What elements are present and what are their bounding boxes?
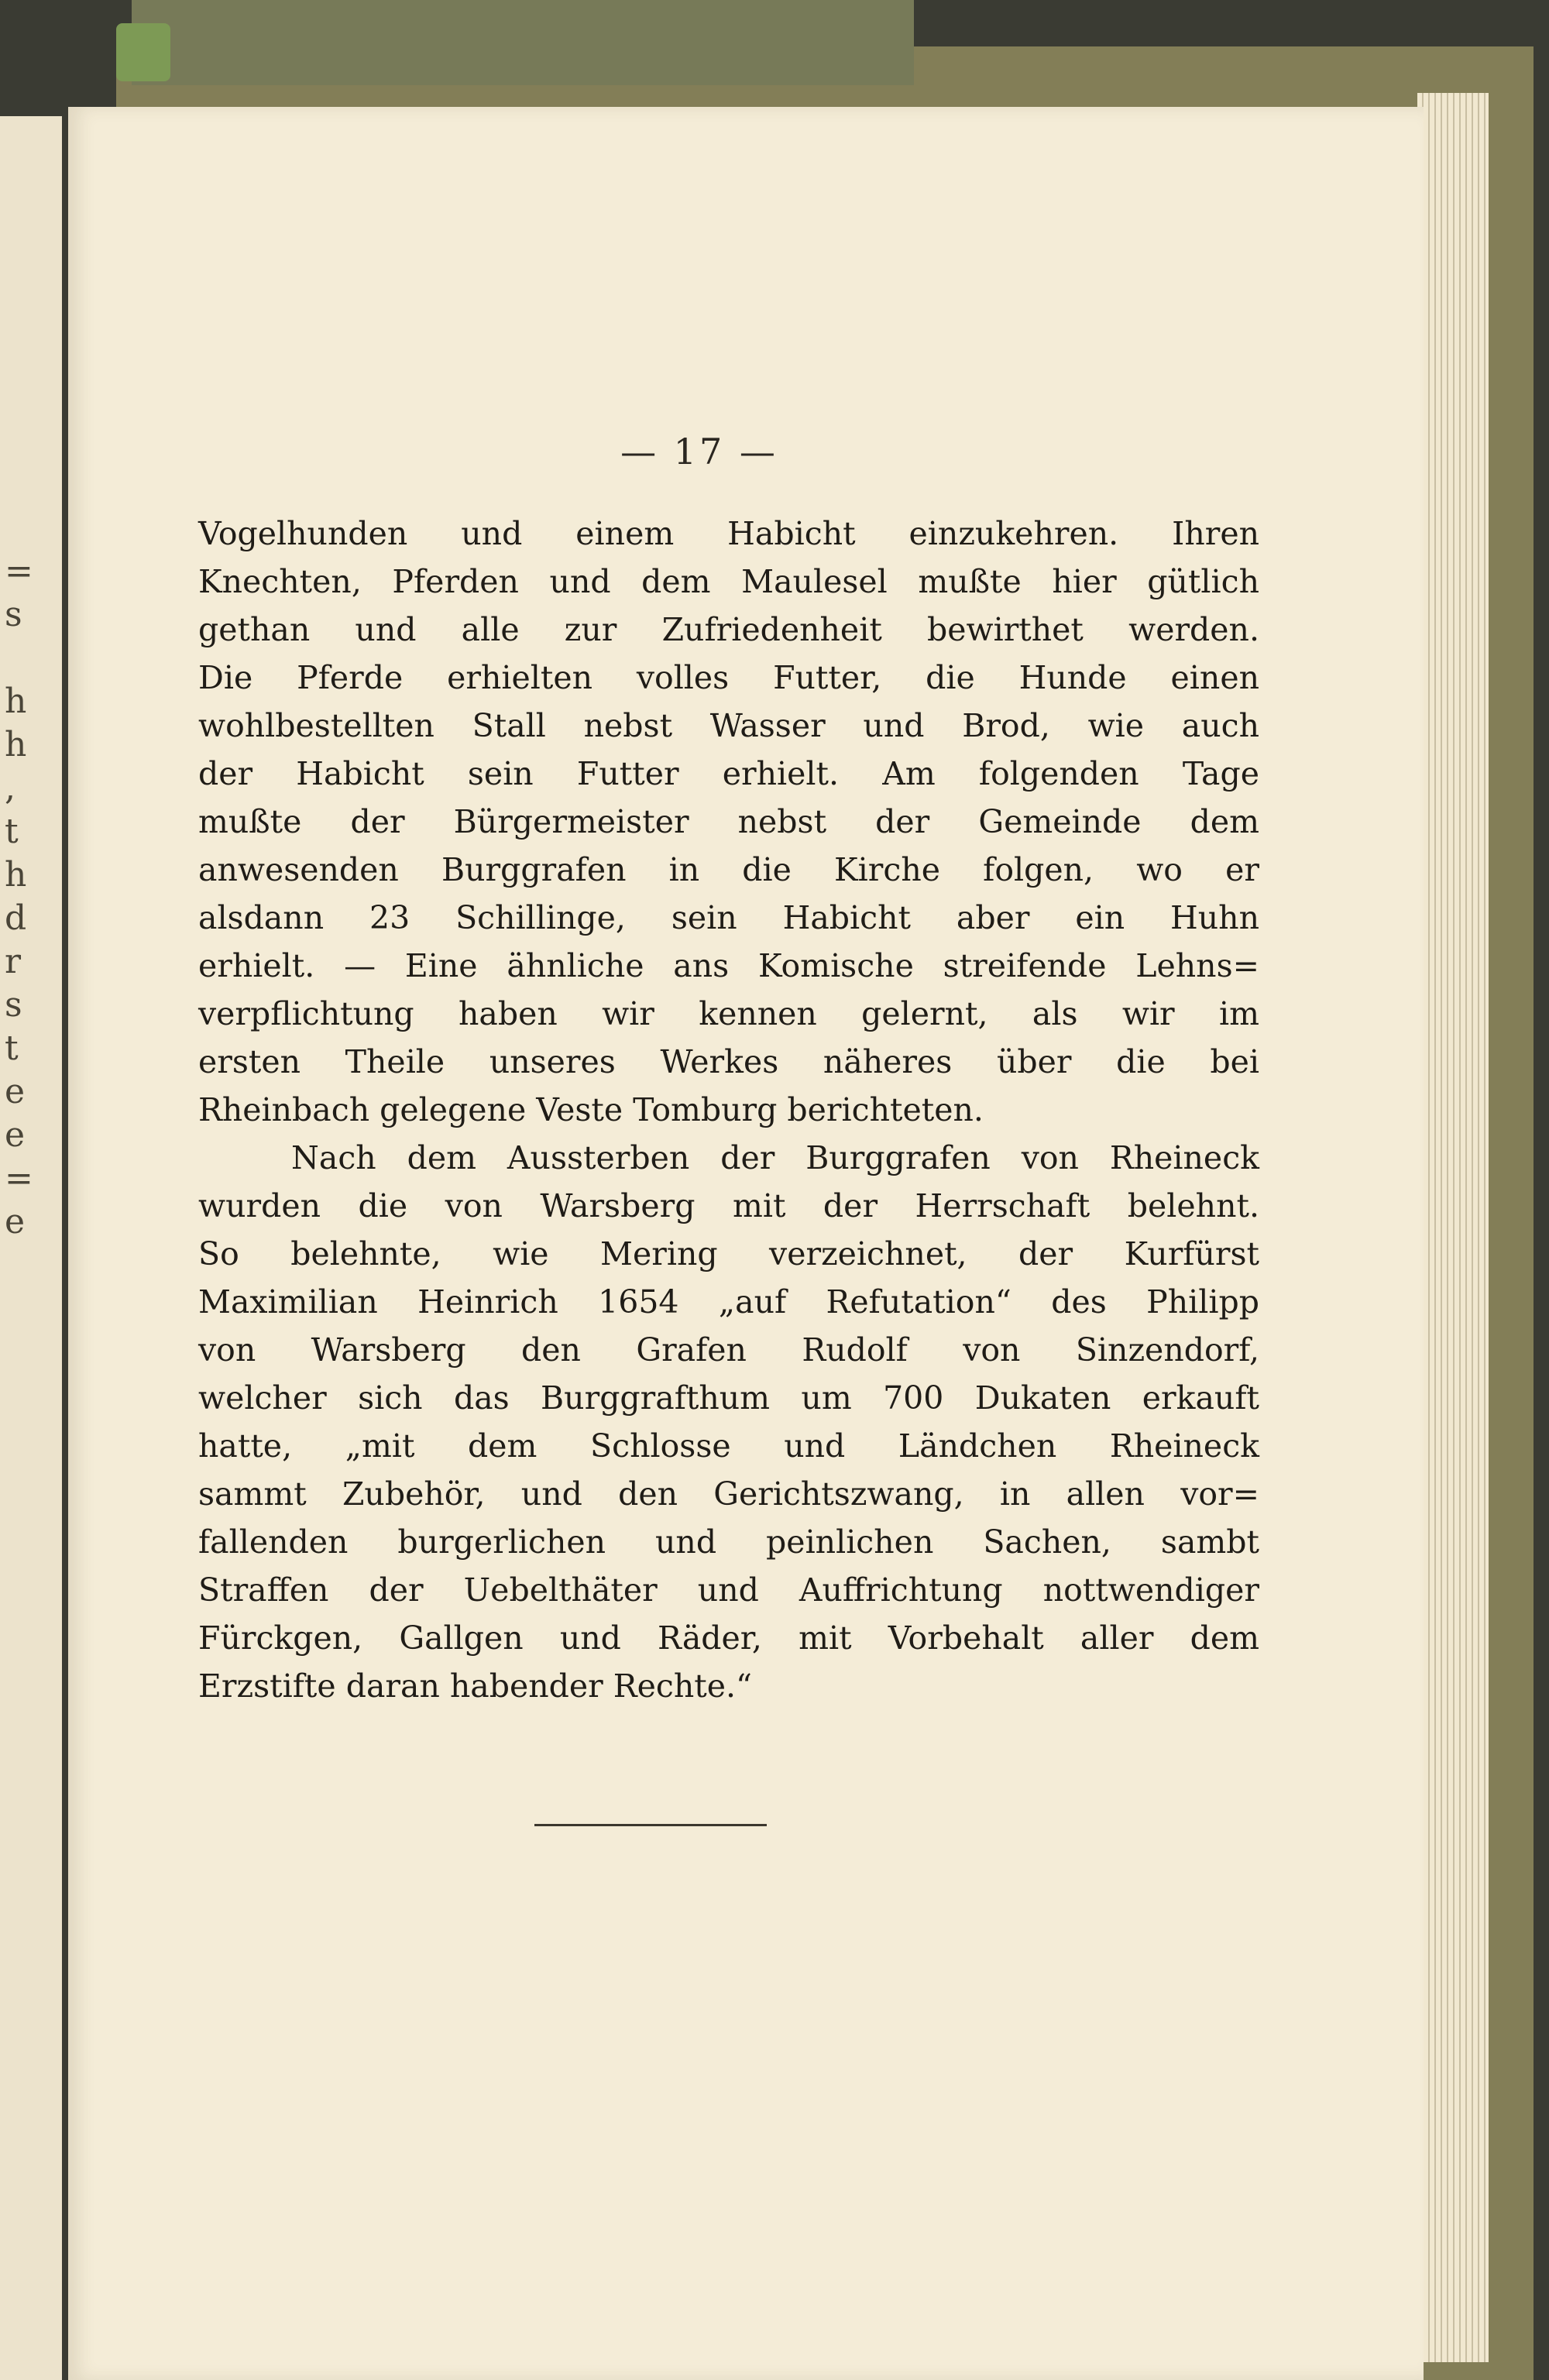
left-page-fragment: e (5, 1115, 26, 1155)
text-line: erhielt. — Eine ähnliche ans Komische streifende Lehns= (198, 947, 1259, 984)
text-line: wohlbestellten Stall nebst Wasser und Brod, wie auch (198, 707, 1259, 744)
text-line: Erzstifte daran habender Rechte.“ (198, 1667, 753, 1705)
text-line: gethan und alle zur Zufriedenheit bewirthet werden. (198, 611, 1259, 648)
left-page-fragment: s (5, 595, 22, 634)
text-line: mußte der Bürgermeister nebst der Gemeinde dem (198, 803, 1259, 840)
text-line: Vogelhunden und einem Habicht einzukehren. Ihren (198, 515, 1259, 552)
text-line: verpflichtung haben wir kennen gelernt, als wir im (198, 995, 1259, 1032)
left-page-fragment: , (5, 768, 15, 808)
left-page-fragment: h (5, 855, 27, 895)
text-line: alsdann 23 Schillinge, sein Habicht aber ein Huhn (198, 899, 1259, 936)
left-page-fragment: = (5, 1159, 33, 1198)
left-page-fragment: t (5, 1029, 19, 1068)
left-page-fragment (5, 637, 33, 680)
text-line: anwesenden Burggrafen in die Kirche folgen, wo er (198, 851, 1259, 888)
left-page-fragment: r (5, 942, 22, 981)
page-number: — 17 — (620, 431, 778, 472)
body-text (198, 510, 1259, 1710)
page-stack-edge (1417, 93, 1489, 2362)
left-page-fragment: = (5, 551, 33, 591)
left-page-text-fragments (5, 550, 33, 1244)
text-line: Nach dem Aussterben der Burggrafen von Rheineck (291, 1139, 1259, 1176)
text-line: Rheinbach gelegene Veste Tomburg berichteten. (198, 1091, 984, 1128)
left-page-fragment: e (5, 1202, 26, 1242)
text-line: Knechten, Pferden und dem Maulesel mußte hier gütlich (198, 563, 1259, 600)
left-page-fragment: e (5, 1072, 26, 1111)
text-line: Die Pferde erhielten volles Futter, die Hunde einen (198, 659, 1259, 696)
end-rule (534, 1824, 767, 1826)
text-line: von Warsberg den Grafen Rudolf von Sinzendorf, (198, 1331, 1259, 1369)
text-line: Straffen der Uebelthäter und Auffrichtung nottwendiger (198, 1571, 1259, 1609)
cover-top-edge (132, 0, 914, 85)
left-page-fragment: s (5, 985, 22, 1025)
left-page-fragment: t (5, 812, 19, 851)
left-page-edge (0, 116, 62, 2380)
book-page (68, 107, 1424, 2380)
text-line: welcher sich das Burggrafthum um 700 Dukaten erkauft (198, 1379, 1259, 1417)
text-line: ersten Theile unseres Werkes näheres über die bei (198, 1043, 1259, 1080)
text-line: fallenden burgerlichen und peinlichen Sachen, sambt (198, 1523, 1259, 1561)
left-page-fragment: h (5, 682, 27, 721)
text-line: wurden die von Warsberg mit der Herrschaft belehnt. (198, 1187, 1259, 1224)
text-line: Maximilian Heinrich 1654 „auf Refutation“ des Philipp (198, 1283, 1259, 1321)
text-line: Fürckgen, Gallgen und Räder, mit Vorbehalt aller dem (198, 1619, 1259, 1657)
left-page-fragment: h (5, 725, 27, 764)
text-line: der Habicht sein Futter erhielt. Am folgenden Tage (198, 755, 1259, 792)
left-page-fragment: d (5, 898, 27, 938)
bookmark-ribbon (116, 23, 170, 81)
text-line: hatte, „mit dem Schlosse und Ländchen Rheineck (198, 1427, 1259, 1465)
text-line: sammt Zubehör, und den Gerichtszwang, in allen vor= (198, 1475, 1259, 1513)
text-line: So belehnte, wie Mering verzeichnet, der Kurfürst (198, 1235, 1259, 1272)
